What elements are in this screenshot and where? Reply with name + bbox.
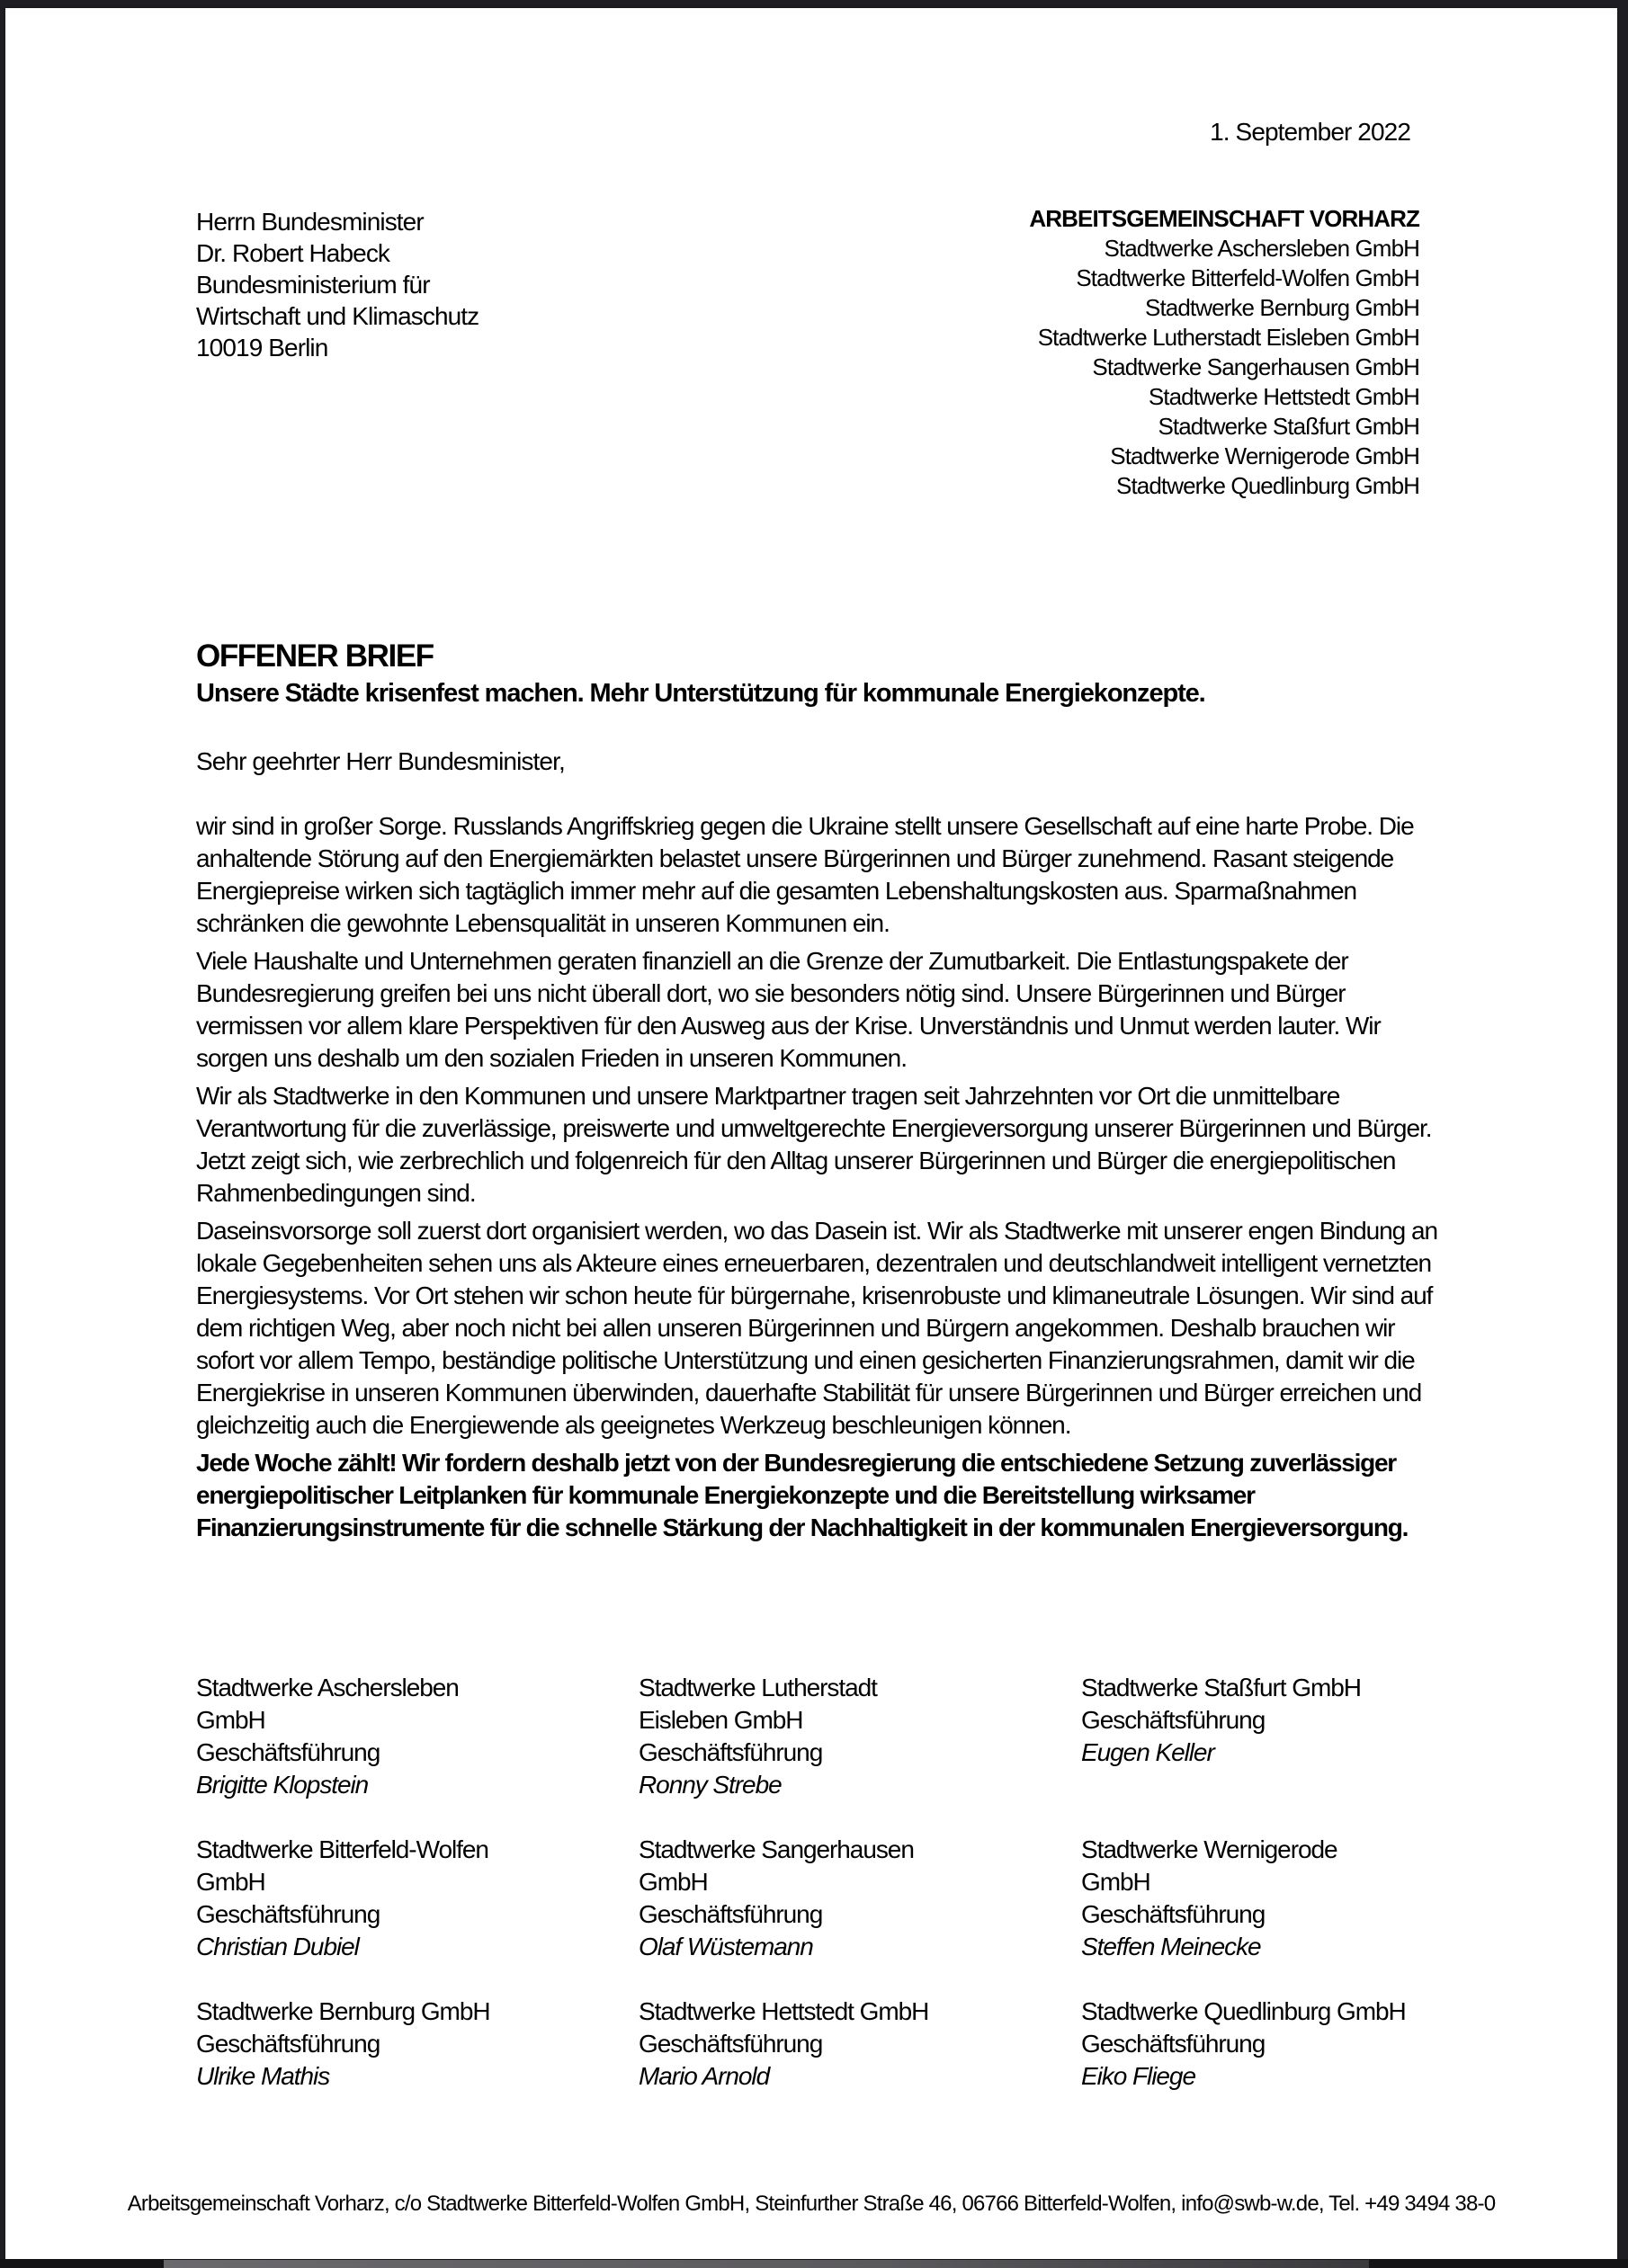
sender-member: Stadtwerke Bitterfeld-Wolfen GmbH	[1076, 264, 1419, 291]
signature-role: Geschäftsführung	[1081, 1900, 1266, 1928]
recipient-line: 10019 Berlin	[196, 334, 328, 362]
sender-member: Stadtwerke Bernburg GmbH	[1145, 294, 1419, 321]
signature-company: Stadtwerke Sangerhausen GmbH	[639, 1835, 914, 1896]
letter-date: 1. September 2022	[1210, 118, 1410, 146]
sender-member: Stadtwerke Staßfurt GmbH	[1158, 413, 1419, 440]
recipient-line: Dr. Robert Habeck	[196, 239, 390, 267]
signature-name: Olaf Wüstemann	[639, 1933, 813, 1960]
body-paragraph: wir sind in großer Sorge. Russlands Angriffskrieg gegen die Ukraine stellt unsere Gesellschaft auf eine harte Probe. Die anhaltende Störung auf den Energiemärkten belastet unsere Bürgerinnen und Bürger zunehmend. Rasant steigende Energiepreise wirken sich tagtäglich immer mehr auf die gesamten Lebenshaltungskosten aus. Sparmaßnahmen schränken die gewohnte Lebensqualität in unseren Kommunen ein.	[196, 812, 1414, 937]
signature-name: Brigitte Klopstein	[196, 1771, 369, 1799]
signature-role: Geschäftsführung	[196, 1900, 380, 1928]
horizontal-scrollbar-thumb[interactable]	[164, 2260, 1369, 2268]
signature-block	[1081, 1672, 1455, 1834]
signature-block	[196, 1834, 639, 1996]
signature-name: Christian Dubiel	[196, 1933, 359, 1960]
salutation: Sehr geehrter Herr Bundesminister,	[196, 747, 565, 775]
signature-company: Stadtwerke Bitterfeld-Wolfen GmbH	[196, 1835, 488, 1896]
demand-paragraph: Jede Woche zählt! Wir fordern deshalb jetzt von der Bundesregierung die entschiedene Setzung zuverlässiger energiepolitischer Leitplanken für kommunale Energiekonzepte und die Bereitstellung wirksamer Finanzierungsinstrumente für die schnelle Stärkung der Nachhaltigkeit in der kommunalen Energieversorgung.	[196, 1449, 1409, 1541]
signature-name: Eiko Fliege	[1081, 2062, 1195, 2090]
sender-block	[1029, 204, 1419, 501]
signature-block	[1081, 1996, 1455, 2157]
signature-name: Ulrike Mathis	[196, 2062, 330, 2090]
sender-member: Stadtwerke Wernigerode GmbH	[1110, 442, 1419, 469]
viewer-bottom-bar	[0, 2259, 1628, 2268]
signature-company: Stadtwerke Aschersleben GmbH	[196, 1674, 459, 1734]
document-page	[5, 8, 1617, 2259]
signature-company: Stadtwerke Bernburg GmbH	[196, 1997, 490, 2025]
sender-member: Stadtwerke Aschersleben GmbH	[1104, 235, 1419, 262]
signature-role: Geschäftsführung	[639, 2030, 823, 2058]
signature-company: Stadtwerke Quedlinburg GmbH	[1081, 1997, 1406, 2025]
sender-member: Stadtwerke Sangerhausen GmbH	[1092, 353, 1419, 380]
signature-block	[639, 1996, 1081, 2157]
body-paragraph: Wir als Stadtwerke in den Kommunen und unsere Marktpartner tragen seit Jahrzehnten vor Ort die unmittelbare Verantwortung für die zuverlässige, preiswerte und umweltgerechte Energieversorgung unserer Bürgerinnen und Bürger. Jetzt zeigt sich, wie zerbrechlich und folgenreich für den Alltag unserer Bürgerinnen und Bürger die energiepolitischen Rahmenbedingungen sind.	[196, 1082, 1432, 1207]
signature-name: Mario Arnold	[639, 2062, 770, 2090]
signature-block	[639, 1672, 1081, 1834]
body-paragraph: Viele Haushalte und Unternehmen geraten finanziell an die Grenze der Zumutbarkeit. Die Entlastungspakete der Bundesregierung greifen bei uns nicht überall dort, wo sie besonders nötig sind. Unsere Bürgerinnen und Bürger vermissen vor allem klare Perspektiven für den Ausweg aus der Krise. Unverständnis und Unmut werden lauter. Wir sorgen uns deshalb um den sozialen Frieden in unseren Kommunen.	[196, 947, 1381, 1072]
signature-role: Geschäftsführung	[639, 1900, 823, 1928]
letter-title: OFFENER BRIEF	[196, 638, 434, 674]
sender-organization: ARBEITSGEMEINSCHAFT VORHARZ	[1029, 205, 1419, 232]
signature-role: Geschäftsführung	[196, 2030, 380, 2058]
signatures-grid	[196, 1672, 1455, 2157]
recipient-line: Bundesministerium für	[196, 271, 430, 299]
signature-block	[1081, 1834, 1455, 1996]
signature-company: Stadtwerke Wernigerode GmbH	[1081, 1835, 1337, 1896]
signature-block	[196, 1672, 639, 1834]
signature-role: Geschäftsführung	[1081, 1706, 1266, 1734]
signature-name: Eugen Keller	[1081, 1738, 1214, 1766]
signature-name: Steffen Meinecke	[1081, 1933, 1261, 1960]
letter-footer: Arbeitsgemeinschaft Vorharz, c/o Stadtwerke Bitterfeld-Wolfen GmbH, Steinfurther Straße 46, 06766 Bitterfeld-Wolfen, info@swb-w.de, Tel. +49 3494 38-0	[127, 2192, 1496, 2216]
letter-subtitle: Unsere Städte krisenfest machen. Mehr Unterstützung für kommunale Energiekonzepte.	[196, 679, 1205, 708]
signature-company: Stadtwerke Staßfurt GmbH	[1081, 1674, 1361, 1701]
signature-name: Ronny Strebe	[639, 1771, 782, 1799]
signature-role: Geschäftsführung	[639, 1738, 823, 1766]
signature-block	[196, 1996, 639, 2157]
signature-block	[639, 1834, 1081, 1996]
letter-heading	[196, 638, 1437, 711]
signature-company: Stadtwerke Lutherstadt Eisleben GmbH	[639, 1674, 877, 1734]
signature-role: Geschäftsführung	[1081, 2030, 1266, 2058]
sender-member: Stadtwerke Lutherstadt Eisleben GmbH	[1037, 324, 1419, 351]
sender-member: Stadtwerke Quedlinburg GmbH	[1116, 472, 1419, 499]
signature-company: Stadtwerke Hettstedt GmbH	[639, 1997, 929, 2025]
sender-member: Stadtwerke Hettstedt GmbH	[1148, 383, 1419, 410]
signature-role: Geschäftsführung	[196, 1738, 380, 1766]
recipient-line: Herrn Bundesminister	[196, 208, 424, 236]
recipient-address	[196, 206, 479, 363]
body-paragraph: Daseinsvorsorge soll zuerst dort organisiert werden, wo das Dasein ist. Wir als Stadtwerke mit unserer engen Bindung an lokale Gegebenheiten sehen uns als Akteure eines erneuerbaren, dezentralen und deutschlandweit intelligent vernetzten Energiesystems. Vor Ort stehen wir schon heute für bürgernahe, krisenrobuste und klimaneutrale Lösungen. Wir sind auf dem richtigen Weg, aber noch nicht bei allen unseren Bürgerinnen und Bürgern angekommen. Deshalb brauchen wir sofort vor allem Tempo, beständige politische Unterstützung und einen gesicherten Finanzierungsrahmen, damit wir die Energiekrise in unseren Kommunen überwinden, dauerhafte Stabilität für unsere Bürgerinnen und Bürger erreichen und gleichzeitig auch die Energiewende als geeignetes Werkzeug beschleunigen können.	[196, 1217, 1437, 1439]
recipient-line: Wirtschaft und Klimaschutz	[196, 302, 479, 330]
letter-body	[196, 810, 1446, 1549]
